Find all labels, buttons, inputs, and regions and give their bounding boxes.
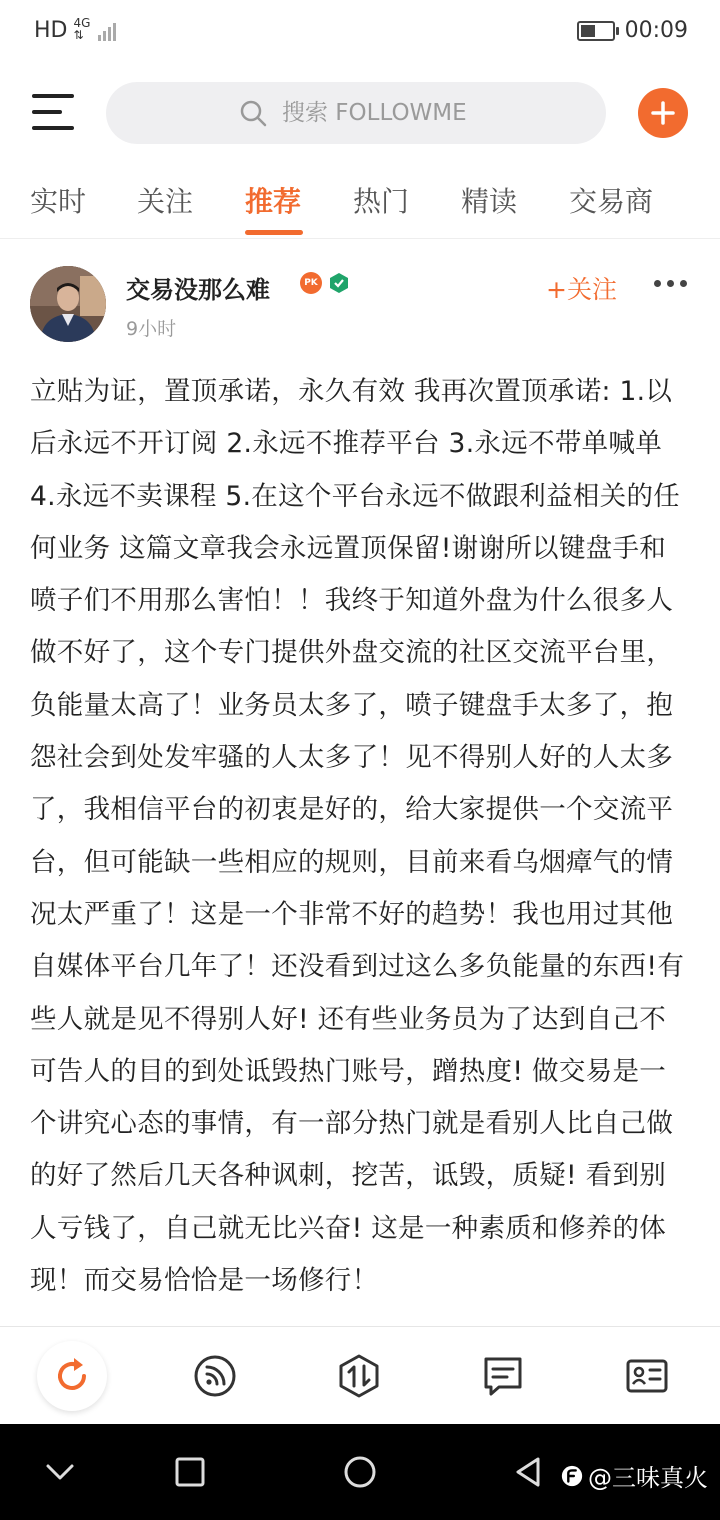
verified-badge-icon	[328, 272, 350, 294]
nav-collapse-button[interactable]	[38, 1450, 82, 1494]
watermark-text: @三味真火	[588, 1464, 708, 1492]
author-name[interactable]: 交易没那么难	[126, 276, 270, 304]
active-tab-indicator	[245, 230, 303, 235]
author-badges	[300, 272, 350, 294]
category-tabs	[0, 170, 720, 239]
search-bar[interactable]	[106, 82, 606, 144]
status-bar	[0, 0, 720, 64]
post-time: 9小时	[126, 318, 177, 340]
trade-icon	[337, 1354, 381, 1398]
message-button[interactable]	[468, 1341, 538, 1411]
refresh-icon	[50, 1354, 94, 1398]
tab-hot[interactable]: 热门	[353, 185, 410, 218]
back-triangle-icon	[510, 1454, 546, 1490]
search-icon	[238, 98, 268, 128]
menu-icon	[32, 94, 74, 98]
plus-icon	[650, 100, 676, 126]
watermark	[560, 1458, 708, 1493]
post-content: 立贴为证，置顶承诺，永久有效 我再次置顶承诺: 1.以后永远不开订阅 2.永远不推荐平台 3.永远不带单喊单 4.永远不卖课程 5.在这个平台永远不做跟利益相关的任何业务 这篇文章我会永远置顶保留!谢谢所以键盘手和喷子们不用那么害怕！！我终于知道外盘为什么很多人做不好了，这个专门提供外盘交流的社区交流平台里，负能量太高了！业务员太多了，喷子键盘手太多了，抱怨社会到处发牢骚的人太多了！见不得别人好的人太多了，我相信平台的初衷是好的，给大家提供一个交流平台，但可能缺一些相应的规则，目前来看乌烟瘴气的情况太严重了！这是一个非常不好的趋势！我也用过其他自媒体平台几年了！还没看到过这么多负能量的东西!有些人就是见不得别人好! 还有些业务员为了达到自己不可告人的目的到处诋毁热门账号，蹭热度! 做交易是一个讲究心态的事情，有一部分热门就是看别人比自己做的好了然后几天各种讽刺，挖苦，诋毁，质疑! 看到别人亏钱了，自己就无比兴奋! 这是一种素质和修养的体现！而交易恰恰是一场修行！	[30, 376, 685, 1297]
network-status	[34, 15, 116, 43]
top-header	[0, 76, 720, 156]
bottom-action-bar	[0, 1326, 720, 1425]
feed-button[interactable]	[180, 1341, 250, 1411]
post-header	[0, 262, 720, 352]
follow-button[interactable]: +关注	[546, 275, 617, 304]
search-input[interactable]	[280, 99, 474, 127]
network-label: HD	[34, 18, 68, 43]
avatar[interactable]	[30, 266, 106, 342]
tab-brokers[interactable]: 交易商	[569, 185, 654, 218]
tab-following[interactable]: 关注	[137, 185, 194, 218]
nav-home-button[interactable]	[338, 1450, 382, 1494]
message-icon	[481, 1354, 525, 1398]
profile-card-icon	[625, 1354, 669, 1398]
menu-button[interactable]	[32, 94, 74, 130]
square-icon	[172, 1454, 208, 1490]
tab-recommended[interactable]: 推荐	[245, 185, 302, 218]
circle-icon	[342, 1454, 378, 1490]
trade-button[interactable]	[324, 1341, 394, 1411]
clock: 00:09	[624, 18, 688, 43]
add-post-button[interactable]	[638, 88, 688, 138]
pk-badge-icon: PK	[300, 272, 322, 294]
network-type: 4G ⇅	[73, 15, 91, 42]
data-arrows-icon: ⇅	[73, 27, 84, 42]
avatar-image	[30, 266, 106, 342]
feed-icon	[193, 1354, 237, 1398]
more-options-button[interactable]	[654, 280, 687, 287]
refresh-button[interactable]	[37, 1341, 107, 1411]
tab-realtime[interactable]: 实时	[30, 185, 87, 218]
status-right	[577, 18, 688, 43]
signal-icon	[98, 21, 116, 41]
battery-icon	[577, 21, 615, 41]
nav-recents-button[interactable]	[168, 1450, 212, 1494]
watermark-logo-icon	[560, 1464, 584, 1488]
nav-back-button[interactable]	[506, 1450, 550, 1494]
tab-featured[interactable]: 精读	[461, 185, 518, 218]
more-icon	[654, 280, 661, 287]
profile-button[interactable]	[612, 1341, 682, 1411]
chevron-down-icon	[42, 1454, 78, 1490]
system-nav-bar	[0, 1424, 720, 1520]
